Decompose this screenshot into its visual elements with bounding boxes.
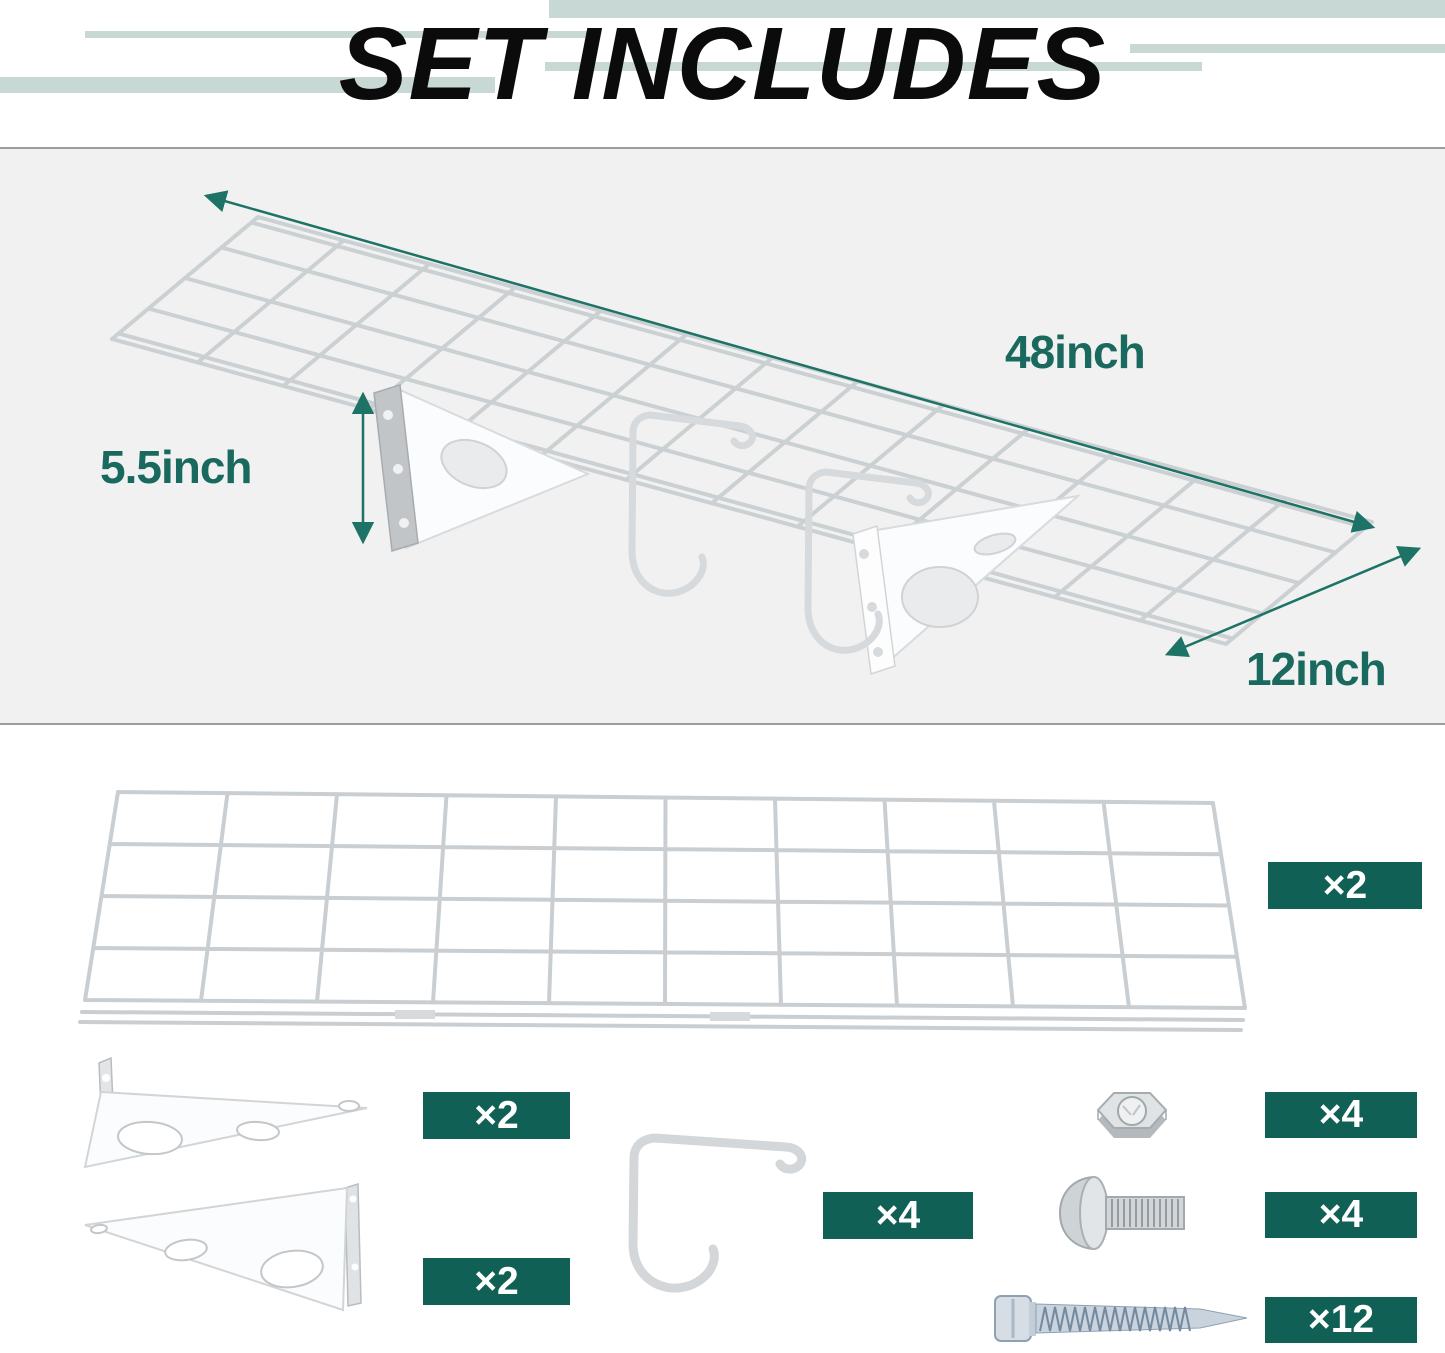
width-arrow (207, 196, 1372, 527)
qty-badge-bracket-bottom: ×2 (423, 1258, 570, 1305)
screw-image (995, 1296, 1247, 1341)
parts-illustrations (0, 727, 1445, 1353)
header (0, 0, 1445, 147)
height-dimension-label: 5.5inch (100, 441, 252, 493)
wire-shelf-grid (112, 217, 1372, 644)
bracket-bottom-image (85, 1184, 361, 1310)
qty-badge-bracket-top: ×2 (423, 1092, 570, 1139)
decor-stripe (1130, 44, 1445, 53)
bolt-image (1060, 1177, 1184, 1249)
qty-badge-shelf: ×2 (1268, 862, 1422, 909)
j-hook-image (633, 1138, 802, 1288)
qty-badge-nut: ×4 (1265, 1092, 1417, 1138)
shelf-diagram-panel (0, 147, 1445, 725)
wire-shelf-panel-image (80, 792, 1245, 1030)
bracket-top-image (85, 1058, 367, 1167)
parts-list (0, 727, 1445, 1353)
hex-nut-image (1098, 1093, 1166, 1138)
page-title: SET INCLUDES (338, 6, 1107, 121)
depth-dimension-label: 12inch (1246, 643, 1386, 695)
qty-badge-bolt: ×4 (1265, 1192, 1417, 1238)
qty-badge-screw: ×12 (1265, 1297, 1417, 1343)
width-dimension-label: 48inch (1005, 326, 1145, 378)
shelf-illustration (0, 149, 1445, 723)
qty-badge-hook: ×4 (823, 1192, 973, 1239)
